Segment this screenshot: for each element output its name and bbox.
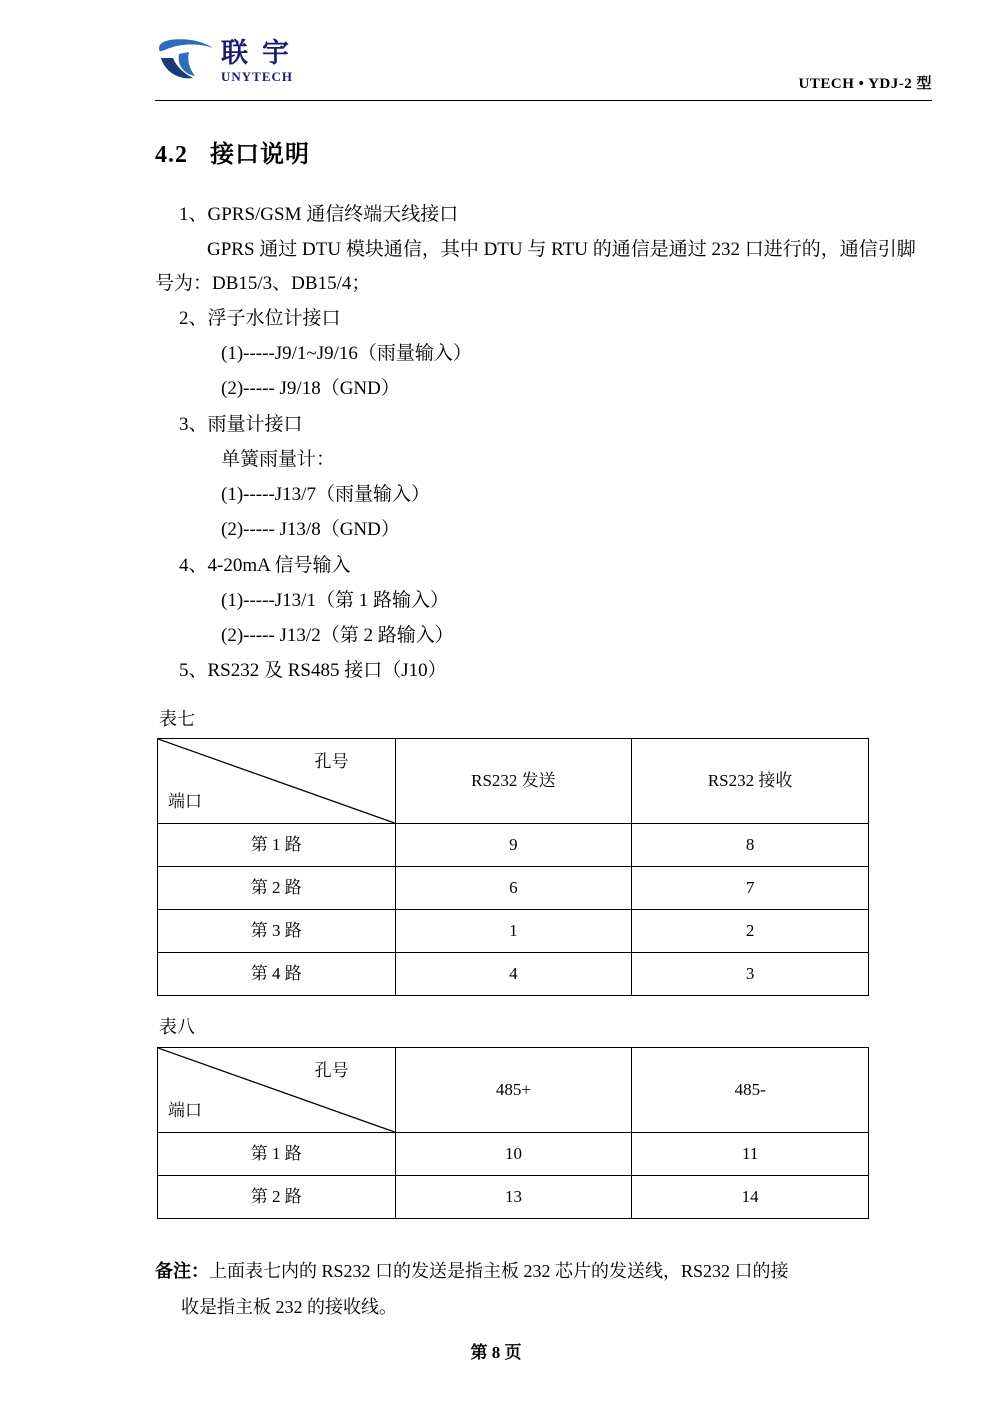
table7-corner-cell <box>158 739 396 824</box>
table7-r1-c1: 6 <box>395 867 632 910</box>
note-line-1: 上面表七内的 RS232 口的发送是指主板 232 芯片的发送线，RS232 口的接 <box>209 1260 789 1281</box>
table8-corner-cell <box>158 1047 396 1132</box>
table7-r3-c2: 3 <box>632 953 869 996</box>
table7-header-1: RS232 发送 <box>395 739 632 824</box>
table-row <box>158 1047 869 1132</box>
header-model-text: UTECH • YDJ-2 型 <box>798 76 932 92</box>
section-number: 4.2 <box>155 142 188 168</box>
table7-r2-c0: 第 3 路 <box>158 910 396 953</box>
company-logo <box>155 38 303 84</box>
note-block <box>155 1253 930 1325</box>
table-row <box>158 1132 869 1175</box>
logo-text <box>221 37 303 84</box>
item-4-label: 4、4-20mA 信号输入 <box>179 554 351 576</box>
page-header <box>155 38 932 108</box>
table7-r0-c1: 9 <box>395 824 632 867</box>
table7-header-2: RS232 接收 <box>632 739 869 824</box>
item-2-line-2: (2)----- J9/18（GND） <box>221 378 400 400</box>
table8-header-2: 485- <box>632 1047 869 1132</box>
logo-english-name: UNYTECH <box>221 68 294 84</box>
item-3-line-1: (1)-----J13/7（雨量输入） <box>221 484 430 505</box>
table8-r0-c2: 11 <box>632 1132 869 1175</box>
table8-r1-c1: 13 <box>395 1175 632 1218</box>
table7-r0-c2: 8 <box>632 824 869 867</box>
table8-r0-c0: 第 1 路 <box>158 1132 396 1175</box>
table8-caption: 表八 <box>159 1017 195 1037</box>
table7-r3-c0: 第 4 路 <box>158 953 396 996</box>
table8-r0-c1: 10 <box>395 1132 632 1175</box>
table-rs232 <box>157 738 869 996</box>
logo-chinese-name: 联宇 <box>221 37 303 68</box>
item-1-label: 1、GPRS/GSM 通信终端天线接口 <box>179 204 459 225</box>
item-2-line-1: (1)-----J9/1~J9/16（雨量输入） <box>221 343 472 364</box>
table8-r1-c2: 14 <box>632 1175 869 1218</box>
table7-r2-c2: 2 <box>632 910 869 953</box>
table-row <box>158 824 869 867</box>
table7-r3-c1: 4 <box>395 953 632 996</box>
item-4-line-2: (2)----- J13/2（第 2 路输入） <box>221 625 454 646</box>
table8-header-1: 485+ <box>395 1047 632 1132</box>
table8-corner-bottom: 端口 <box>168 1100 202 1120</box>
table-row <box>158 910 869 953</box>
page-footer: 第 8 页 <box>470 1343 522 1362</box>
table7-corner-bottom: 端口 <box>168 792 202 812</box>
logo-swoosh-icon <box>155 38 217 84</box>
table-row <box>158 953 869 996</box>
table-row <box>158 739 869 824</box>
table7-r2-c1: 1 <box>395 910 632 953</box>
item-3-line-2: (2)----- J13/8（GND） <box>221 519 400 541</box>
table-rs485 <box>157 1047 869 1219</box>
table7-r1-c0: 第 2 路 <box>158 867 396 910</box>
section-title-text: 接口说明 <box>210 142 310 168</box>
item-1-body: GPRS 通过 DTU 模块通信，其中 DTU 与 RTU 的通信是通过 232 口进行的，通信引脚号为：DB15/3、DB15/4； <box>155 239 916 294</box>
table7-r1-c2: 7 <box>632 867 869 910</box>
item-4-line-1: (1)-----J13/1（第 1 路输入） <box>221 589 449 611</box>
table8-corner-top: 孔号 <box>314 1060 349 1080</box>
page-content <box>155 134 930 1325</box>
table7-corner-top: 孔号 <box>314 752 349 771</box>
table8-r1-c0: 第 2 路 <box>158 1175 396 1218</box>
item-5-label: 5、RS232 及 RS485 接口（J10） <box>179 660 447 682</box>
note-line-2: 收是指主板 232 的接收线。 <box>181 1296 397 1317</box>
item-3-sub: 单簧雨量计： <box>221 448 336 470</box>
item-3-label: 3、雨量计接口 <box>179 413 303 435</box>
table-row <box>158 867 869 910</box>
page-title <box>155 134 930 176</box>
table-row <box>158 1175 869 1218</box>
table7-caption: 表七 <box>159 708 195 729</box>
table7-r0-c0: 第 1 路 <box>158 824 396 867</box>
note-label: 备注： <box>155 1260 209 1281</box>
item-2-label: 2、浮子水位计接口 <box>179 307 341 329</box>
header-divider <box>155 100 932 101</box>
